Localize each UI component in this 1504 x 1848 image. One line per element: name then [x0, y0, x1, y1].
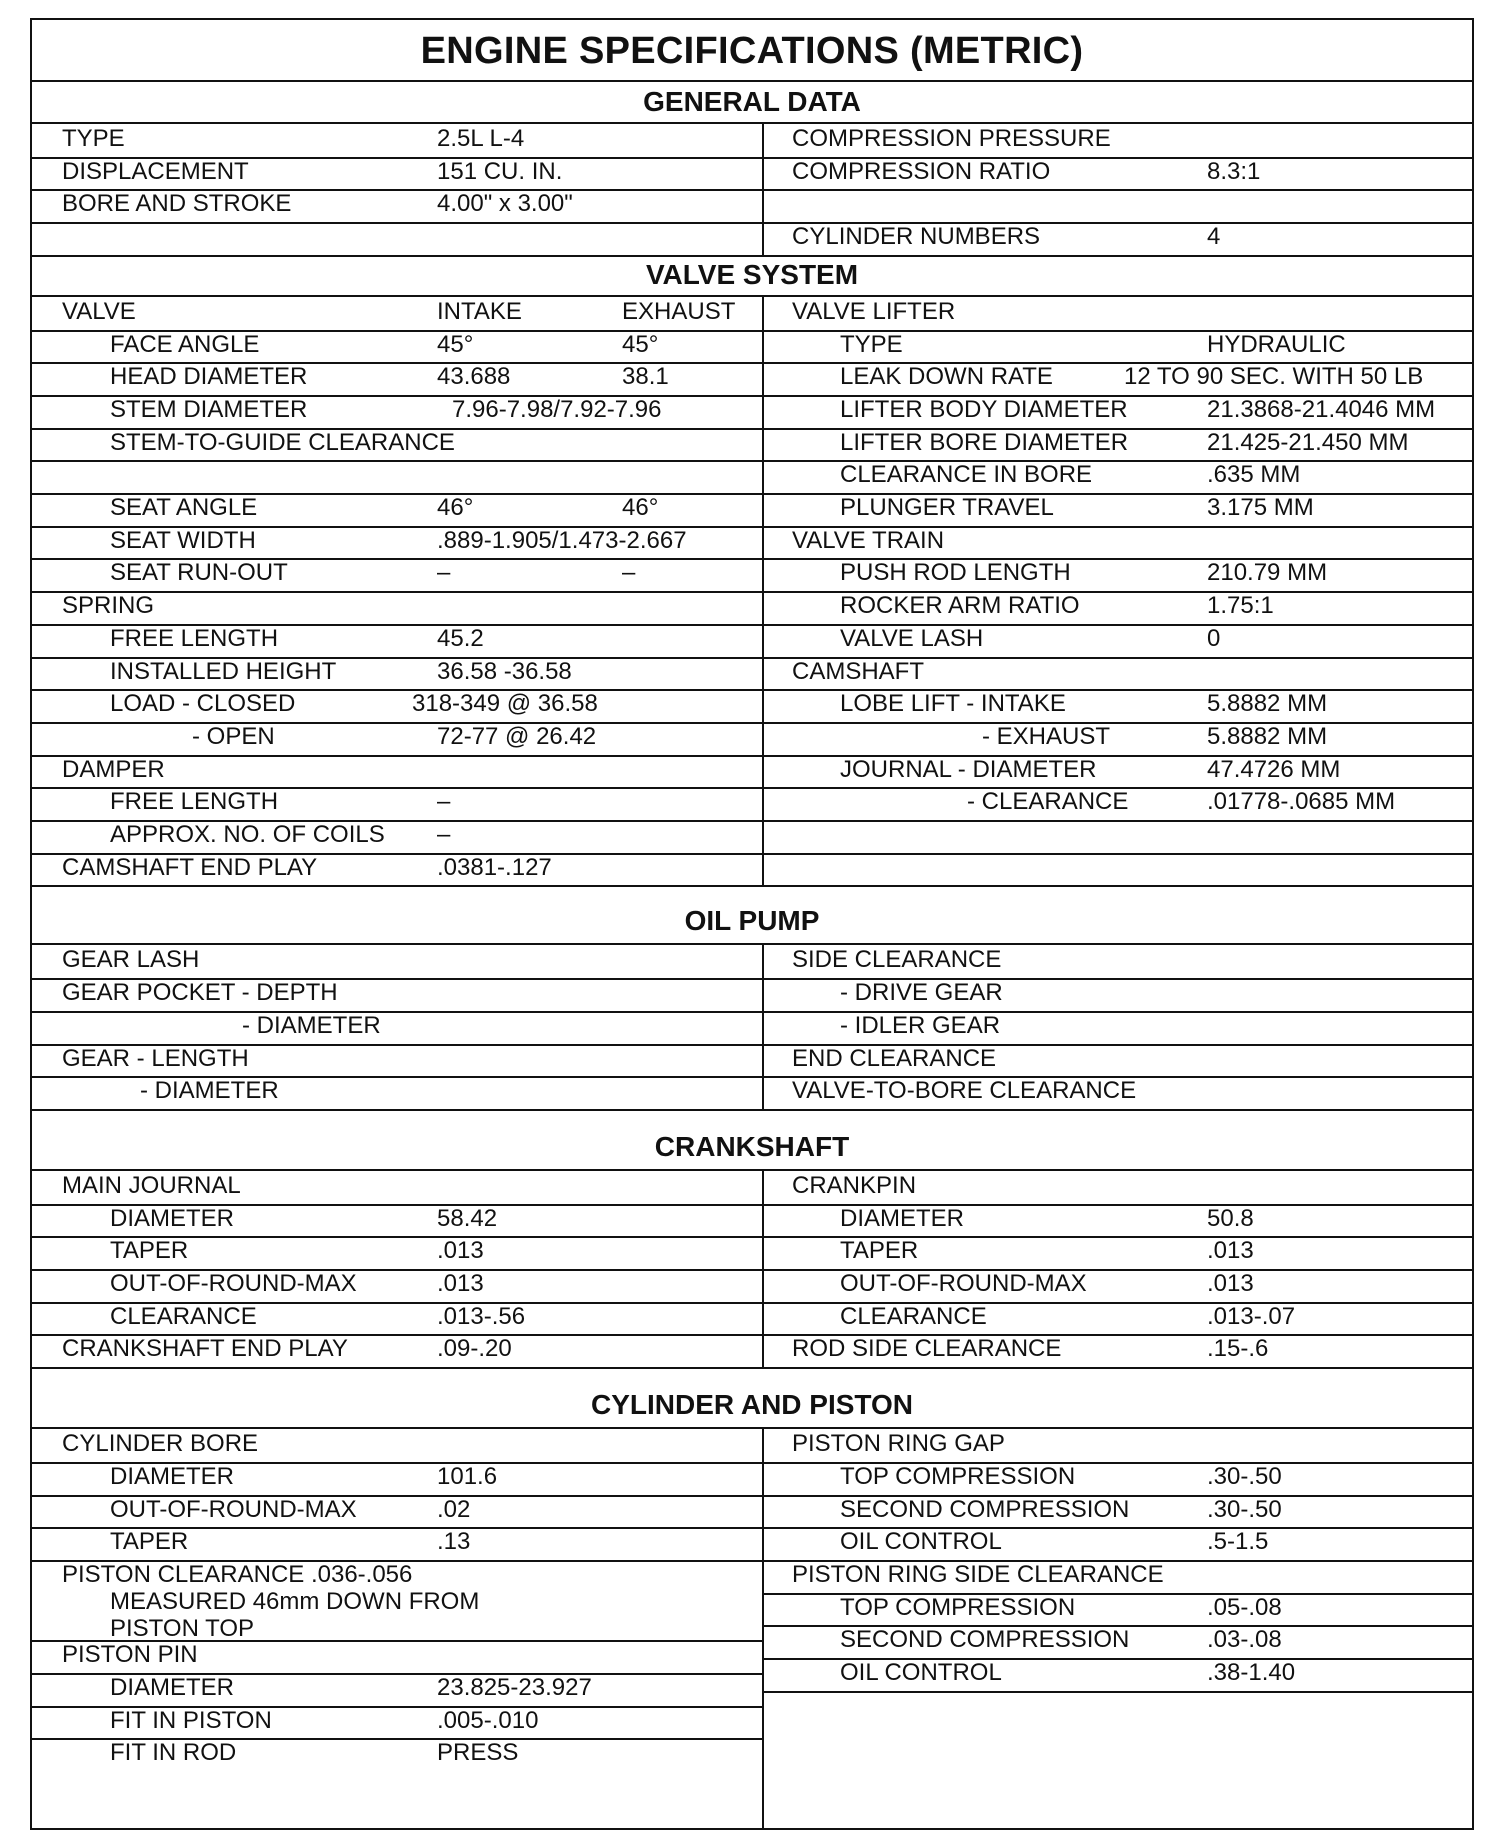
row-divider — [32, 255, 1472, 257]
cyl-right-label-1: TOP COMPRESSION — [840, 1462, 1076, 1490]
cyl-left-value-9: .005-.010 — [437, 1706, 539, 1734]
label-bore-stroke: BORE AND STROKE — [62, 190, 292, 218]
lifter-value-2: 12 TO 90 SEC. WITH 50 LB — [1124, 363, 1424, 391]
column-divider — [762, 945, 764, 1109]
lifter-value-6: 3.175 MM — [1207, 494, 1314, 521]
lifter-label-7: VALVE TRAIN — [792, 526, 945, 554]
section-heading-cylinder-piston: CYLINDER AND PISTON — [590, 1389, 914, 1421]
label-type: TYPE — [62, 125, 125, 152]
valve-label-1: FACE ANGLE — [110, 330, 260, 358]
title-divider — [32, 80, 1472, 82]
crank-right-label-1: DIAMETER — [840, 1204, 965, 1232]
valve-intake-11: 36.58 -36.58 — [437, 657, 572, 685]
crank-right-label-4: CLEARANCE — [840, 1302, 987, 1330]
row-divider — [32, 1527, 762, 1529]
crank-right-label-3: OUT-OF-ROUND-MAX — [840, 1270, 1087, 1297]
valve-intake-16: – — [437, 821, 451, 848]
valve-exhaust-1: 45° — [622, 330, 659, 358]
section-divider — [32, 943, 1472, 945]
cyl-left-label-8: DIAMETER — [110, 1674, 235, 1702]
valve-label-2: HEAD DIAMETER — [110, 363, 308, 391]
cyl-right-value-5: .05-.08 — [1207, 1593, 1282, 1621]
oil-pump-right-2: - IDLER GEAR — [840, 1011, 1001, 1039]
row-divider — [762, 1560, 1472, 1562]
crank-left-label-3: OUT-OF-ROUND-MAX — [110, 1270, 357, 1297]
lifter-label-6: PLUNGER TRAVEL — [840, 494, 1054, 521]
valve-intake-0: INTAKE — [437, 297, 522, 325]
oil-pump-left-0: GEAR LASH — [62, 946, 200, 974]
cyl-right-value-3: .5-1.5 — [1207, 1528, 1269, 1556]
column-divider — [762, 1429, 764, 1828]
valve-intake-2: 43.688 — [437, 363, 511, 391]
cyl-left-label-5: MEASURED 46mm DOWN FROM — [110, 1587, 480, 1615]
valve-label-7: SEAT WIDTH — [110, 526, 256, 554]
crank-right-value-1: 50.8 — [1207, 1204, 1254, 1232]
valve-intake-10: 45.2 — [437, 624, 484, 652]
valve-intake-13: 72-77 @ 26.42 — [437, 722, 597, 750]
cyl-left-value-8: 23.825-23.927 — [437, 1674, 592, 1702]
oil-pump-left-1: GEAR POCKET - DEPTH — [62, 979, 338, 1007]
row-divider — [32, 885, 1472, 887]
lifter-label-4: LIFTER BORE DIAMETER — [840, 428, 1129, 456]
lifter-label-10: VALVE LASH — [840, 624, 984, 652]
row-divider — [32, 1738, 762, 1740]
cyl-left-value-2: .02 — [437, 1495, 471, 1523]
crank-left-label-4: CLEARANCE — [110, 1302, 257, 1330]
label-displacement: DISPLACEMENT — [62, 157, 249, 185]
lifter-label-0: VALVE LIFTER — [792, 297, 956, 325]
oil-pump-left-4: - DIAMETER — [140, 1077, 279, 1105]
section-heading-general-data: GENERAL DATA — [643, 86, 861, 117]
cyl-right-label-6: SECOND COMPRESSION — [840, 1626, 1130, 1654]
value-displacement: 151 CU. IN. — [437, 157, 563, 185]
cyl-left-label-6: PISTON TOP — [110, 1614, 255, 1642]
cyl-right-label-2: SECOND COMPRESSION — [840, 1495, 1130, 1523]
oil-pump-left-3: GEAR - LENGTH — [62, 1044, 249, 1072]
spec-sheet — [30, 18, 1474, 1830]
cyl-left-value-1: 101.6 — [437, 1462, 498, 1490]
valve-intake-7: .889-1.905/1.473-2.667 — [437, 526, 687, 554]
valve-intake-8: – — [437, 559, 451, 587]
valve-label-16: APPROX. NO. OF COILS — [110, 821, 385, 848]
row-divider — [32, 1495, 762, 1497]
row-divider — [32, 1640, 762, 1642]
lifter-label-14: JOURNAL - DIAMETER — [840, 755, 1097, 783]
lifter-value-8: 210.79 MM — [1207, 559, 1328, 587]
lifter-value-14: 47.4726 MM — [1207, 755, 1341, 783]
crank-right-value-5: .15-.6 — [1207, 1335, 1269, 1363]
row-divider — [32, 1236, 1472, 1238]
row-divider — [32, 1673, 762, 1675]
cyl-right-value-7: .38-1.40 — [1207, 1659, 1296, 1686]
row-divider — [762, 1495, 1472, 1497]
valve-label-0: VALVE — [62, 297, 136, 325]
lifter-label-13: - EXHAUST — [982, 722, 1111, 750]
crank-left-value-4: .013-.56 — [437, 1302, 526, 1330]
crank-left-value-2: .013 — [437, 1237, 484, 1265]
cyl-right-label-5: TOP COMPRESSION — [840, 1593, 1076, 1621]
valve-intake-12: 318-349 @ 36.58 — [412, 690, 598, 718]
value-bore-stroke: 4.00" x 3.00" — [437, 190, 573, 218]
valve-exhaust-6: 46° — [622, 494, 659, 521]
valve-label-6: SEAT ANGLE — [110, 494, 258, 521]
row-divider — [762, 1658, 1472, 1660]
valve-label-4: STEM-TO-GUIDE CLEARANCE — [110, 428, 455, 456]
crank-left-value-5: .09-.20 — [437, 1335, 512, 1363]
label-compression-ratio: COMPRESSION RATIO — [792, 157, 1051, 185]
valve-exhaust-0: EXHAUST — [622, 297, 736, 325]
crank-right-value-4: .013-.07 — [1207, 1302, 1296, 1330]
valve-intake-1: 45° — [437, 330, 474, 358]
valve-label-10: FREE LENGTH — [110, 624, 279, 652]
valve-label-17: CAMSHAFT END PLAY — [62, 853, 318, 881]
valve-label-14: DAMPER — [62, 755, 165, 783]
lifter-value-10: 0 — [1207, 624, 1221, 652]
lifter-value-15: .01778-.0685 MM — [1207, 788, 1396, 816]
crank-left-label-1: DIAMETER — [110, 1204, 235, 1232]
row-divider — [32, 1367, 1472, 1369]
row-divider — [32, 1204, 1472, 1206]
cyl-left-label-7: PISTON PIN — [62, 1641, 198, 1669]
lifter-value-3: 21.3868-21.4046 MM — [1207, 395, 1436, 423]
valve-intake-6: 46° — [437, 494, 474, 521]
crank-left-label-2: TAPER — [110, 1237, 189, 1265]
valve-label-3: STEM DIAMETER — [110, 395, 308, 423]
lifter-value-4: 21.425-21.450 MM — [1207, 428, 1409, 456]
row-divider — [32, 1109, 1472, 1111]
label-cylinder-numbers: CYLINDER NUMBERS — [792, 223, 1041, 251]
cyl-left-label-4: PISTON CLEARANCE .036-.056 — [62, 1560, 413, 1588]
cyl-right-label-4: PISTON RING SIDE CLEARANCE — [792, 1560, 1164, 1588]
cyl-right-value-2: .30-.50 — [1207, 1495, 1282, 1523]
value-compression-ratio: 8.3:1 — [1207, 157, 1261, 185]
lifter-value-12: 5.8882 MM — [1207, 690, 1328, 718]
lifter-label-8: PUSH ROD LENGTH — [840, 559, 1071, 587]
valve-label-15: FREE LENGTH — [110, 788, 279, 816]
lifter-label-3: LIFTER BODY DIAMETER — [840, 395, 1128, 423]
valve-label-11: INSTALLED HEIGHT — [110, 657, 337, 685]
cyl-left-label-1: DIAMETER — [110, 1462, 235, 1490]
section-divider — [32, 1169, 1472, 1171]
document-title: ENGINE SPECIFICATIONS (METRIC) — [420, 30, 1084, 72]
lifter-value-1: HYDRAULIC — [1207, 330, 1346, 358]
lifter-value-5: .635 MM — [1207, 461, 1301, 489]
crank-right-value-2: .013 — [1207, 1237, 1254, 1265]
oil-pump-right-1: - DRIVE GEAR — [840, 979, 1003, 1007]
crank-right-value-3: .013 — [1207, 1270, 1254, 1297]
lifter-label-1: TYPE — [840, 330, 903, 358]
crank-right-label-5: ROD SIDE CLEARANCE — [792, 1335, 1062, 1363]
cyl-left-label-2: OUT-OF-ROUND-MAX — [110, 1495, 357, 1523]
lifter-value-13: 5.8882 MM — [1207, 722, 1328, 750]
valve-intake-17: .0381-.127 — [437, 853, 552, 881]
lifter-label-5: CLEARANCE IN BORE — [840, 461, 1093, 489]
cyl-left-label-0: CYLINDER BORE — [62, 1430, 259, 1458]
section-heading-crankshaft: CRANKSHAFT — [654, 1130, 850, 1162]
row-divider — [32, 1462, 762, 1464]
lifter-value-9: 1.75:1 — [1207, 592, 1274, 620]
cyl-right-label-3: OIL CONTROL — [840, 1528, 1002, 1556]
row-divider — [32, 1706, 762, 1708]
cyl-left-value-10: PRESS — [437, 1739, 519, 1767]
valve-exhaust-2: 38.1 — [622, 363, 669, 391]
oil-pump-left-2: - DIAMETER — [242, 1011, 381, 1039]
oil-pump-right-4: VALVE-TO-BORE CLEARANCE — [792, 1077, 1137, 1105]
section-heading-valve-system: VALVE SYSTEM — [645, 258, 859, 290]
valve-intake-15: – — [437, 788, 451, 816]
oil-pump-right-0: SIDE CLEARANCE — [792, 946, 1002, 974]
lifter-label-9: ROCKER ARM RATIO — [840, 592, 1080, 620]
crank-left-value-3: .013 — [437, 1270, 484, 1297]
section-divider — [32, 122, 1472, 124]
cyl-right-label-0: PISTON RING GAP — [792, 1430, 1005, 1458]
cyl-right-value-6: .03-.08 — [1207, 1626, 1282, 1654]
column-divider — [762, 124, 764, 255]
cyl-left-label-3: TAPER — [110, 1528, 189, 1556]
crank-right-label-2: TAPER — [840, 1237, 919, 1265]
crank-right-label-0: CRANKPIN — [792, 1171, 917, 1199]
lifter-label-12: LOBE LIFT - INTAKE — [840, 690, 1066, 718]
lifter-label-11: CAMSHAFT — [792, 657, 924, 685]
valve-intake-3: 7.96-7.98/7.92-7.96 — [452, 395, 662, 423]
valve-label-13: - OPEN — [192, 722, 275, 750]
oil-pump-right-3: END CLEARANCE — [792, 1044, 997, 1072]
row-divider — [762, 1593, 1472, 1595]
lifter-label-15: - CLEARANCE — [967, 788, 1129, 816]
cyl-left-label-10: FIT IN ROD — [110, 1739, 237, 1767]
cyl-right-label-7: OIL CONTROL — [840, 1659, 1002, 1686]
value-cylinder-numbers: 4 — [1207, 223, 1221, 251]
row-divider — [762, 1625, 1472, 1627]
cyl-left-value-3: .13 — [437, 1528, 471, 1556]
lifter-label-2: LEAK DOWN RATE — [840, 363, 1053, 391]
column-divider — [762, 1171, 764, 1367]
valve-label-9: SPRING — [62, 592, 155, 620]
row-divider — [762, 1691, 1472, 1693]
column-divider — [762, 297, 764, 886]
crank-left-label-5: CRANKSHAFT END PLAY — [62, 1335, 348, 1363]
crank-left-value-1: 58.42 — [437, 1204, 498, 1232]
valve-exhaust-8: – — [622, 559, 636, 587]
cyl-right-value-1: .30-.50 — [1207, 1462, 1282, 1490]
row-divider — [762, 1527, 1472, 1529]
section-heading-oil-pump: OIL PUMP — [684, 905, 820, 937]
value-type: 2.5L L-4 — [437, 125, 525, 152]
row-divider — [762, 1462, 1472, 1464]
crank-left-label-0: MAIN JOURNAL — [62, 1171, 241, 1199]
valve-label-8: SEAT RUN-OUT — [110, 559, 288, 587]
section-divider — [32, 295, 1472, 297]
label-compression-pressure: COMPRESSION PRESSURE — [792, 125, 1111, 152]
row-divider — [32, 222, 1472, 224]
row-divider — [32, 1560, 762, 1562]
cyl-left-label-9: FIT IN PISTON — [110, 1706, 272, 1734]
valve-label-12: LOAD - CLOSED — [110, 690, 296, 718]
